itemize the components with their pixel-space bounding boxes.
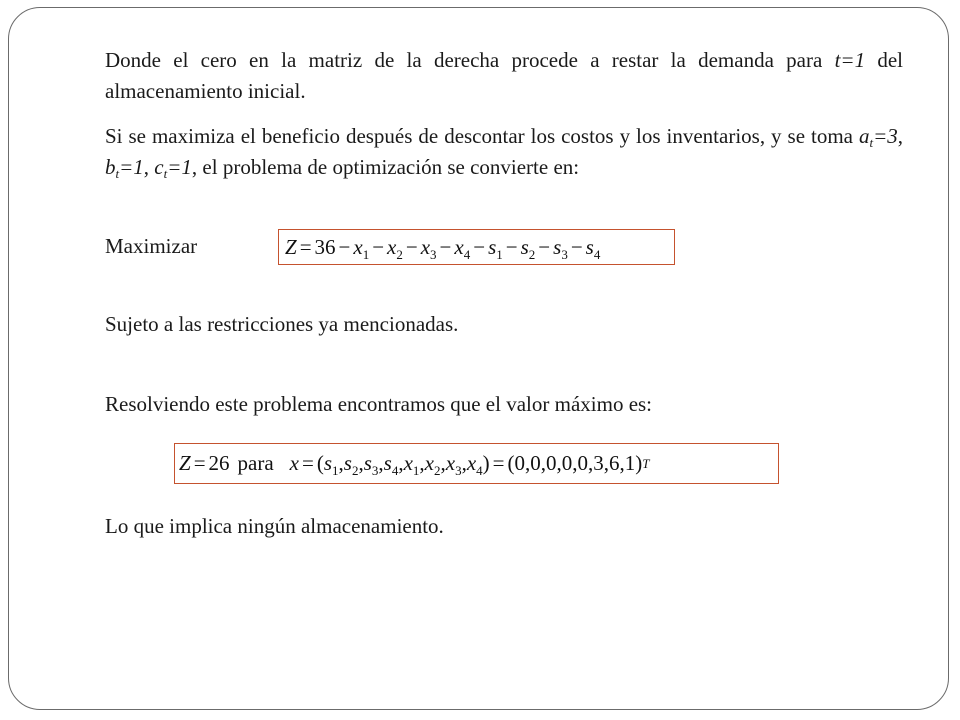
vector-var-x2: $x_2$ <box>424 451 441 478</box>
minus-operator: − <box>405 234 418 259</box>
result-intro: Resolviendo este problema encontramos que el valor máximo es: <box>105 392 653 416</box>
minus-operator: − <box>338 234 351 259</box>
objective-term-x1: $x_1$ <box>353 234 370 262</box>
vector-var-s1: $s_1$ <box>323 451 339 478</box>
vector-var-x1: $x_1$ <box>403 451 420 478</box>
paragraph-matrix-note: Donde el cero en la matriz de la derecha procede a restar la demanda para t=1 del almacenamiento inicial. <box>105 48 903 103</box>
minus-operator: − <box>538 234 551 259</box>
vector-var-x3: $x_3$ <box>445 451 462 478</box>
solution-vector: $(s_1,s_2,s_3,s_4,x_1,x_2,x_3,x_4)$ <box>316 451 490 478</box>
solution-values: (0,0,0,0,0,3,6,1) <box>507 451 643 475</box>
minus-operator: − <box>570 234 583 259</box>
objective-term-s4: $s_4$ <box>585 234 601 262</box>
objective-term-s1: $s_1$ <box>488 234 503 262</box>
paragraph-optimization-setup: Si se maximiza el beneficio después de descontar los costos y los inventarios, y se toma $a_t=3$, $b_t=1$, $c_t=1$, el problema de optimización se convierte en: <box>105 124 903 181</box>
vector-var-s3: $s_3$ <box>363 451 379 478</box>
minus-operator: − <box>505 234 518 259</box>
conclusion-text: Lo que implica ningún almacenamiento. <box>105 514 444 538</box>
objective-term-s2: $s_2$ <box>520 234 536 262</box>
objective-term-x2: $x_2$ <box>387 234 403 262</box>
t-equals-1: t=1 <box>834 48 866 72</box>
objective-terms <box>336 235 601 260</box>
minus-operator: − <box>439 234 452 259</box>
minus-operator: − <box>473 234 486 259</box>
minus-operator: − <box>372 234 385 259</box>
vector-var-x4: $x_4$ <box>466 451 483 478</box>
maximizar-label: Maximizar <box>105 234 198 258</box>
vector-var-s2: $s_2$ <box>343 451 359 478</box>
objective-term-x4: $x_4$ <box>454 234 471 262</box>
vector-var-s4: $s_4$ <box>383 451 399 478</box>
optimal-solution-box: Z = 26 para x = $(s_1,s_2,s_3,s_4,x_1,x_2,x_3,x_4)$ = (0,0,0,0,0,3,6,1) T <box>174 443 779 484</box>
objective-term-x3: $x_3$ <box>420 234 437 262</box>
constraints-note: Sujeto a las restricciones ya mencionadas. <box>105 312 459 336</box>
objective-term-s3: $s_3$ <box>553 234 568 262</box>
objective-function-box: Z = 36 − $x_1 - x_2 - x_3 - x_4 - s_1 - s_2 - s_3 - s_4$ <box>278 229 675 265</box>
slide-frame <box>8 7 949 710</box>
